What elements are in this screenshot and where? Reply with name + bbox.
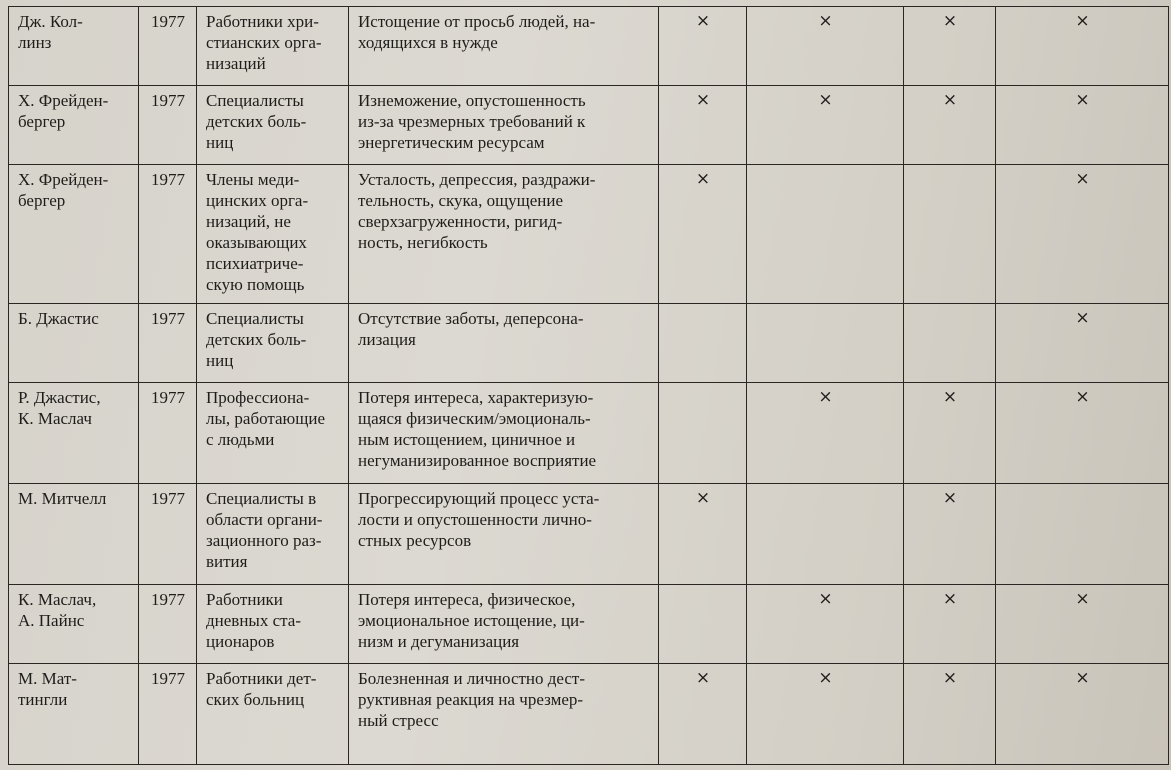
mark-cell <box>996 7 1169 86</box>
mark-cell <box>659 304 747 383</box>
year-cell: 1977 <box>139 165 197 304</box>
burnout-definitions-table <box>8 6 1169 765</box>
group-cell: Работники дет- ских больниц <box>197 664 349 765</box>
author-cell: Х. Фрейден- бергер <box>9 165 139 304</box>
description-cell: Отсутствие заботы, деперсона- лизация <box>349 304 659 383</box>
mark-cell <box>747 383 904 484</box>
table-row <box>9 165 1169 304</box>
cross-mark: × <box>818 668 833 688</box>
group-cell: Профессиона- лы, работающие с людьми <box>197 383 349 484</box>
table-row <box>9 383 1169 484</box>
year-cell: 1977 <box>139 7 197 86</box>
cross-mark: × <box>942 668 958 688</box>
year-cell: 1977 <box>139 585 197 664</box>
author-cell: Б. Джастис <box>9 304 139 383</box>
description-cell: Истощение от просьб людей, на- ходящихся в нужде <box>349 7 659 86</box>
table-row <box>9 484 1169 585</box>
mark-cell <box>747 664 904 765</box>
mark-cell <box>996 484 1169 585</box>
cross-mark: × <box>1075 387 1090 407</box>
year-cell: 1977 <box>139 304 197 383</box>
cross-mark: × <box>942 589 958 609</box>
mark-cell <box>659 664 747 765</box>
cross-mark: × <box>1075 668 1090 688</box>
cross-mark: × <box>695 90 711 110</box>
mark-cell <box>659 383 747 484</box>
mark-cell <box>659 7 747 86</box>
table-row <box>9 664 1169 765</box>
mark-cell <box>996 165 1169 304</box>
mark-cell <box>659 165 747 304</box>
group-cell: Специалисты в области органи- зационного раз- вития <box>197 484 349 585</box>
author-cell: Дж. Кол- линз <box>9 7 139 86</box>
mark-cell <box>659 585 747 664</box>
cross-mark: × <box>942 90 958 110</box>
description-cell: Усталость, депрессия, раздражи- тельность, скука, ощущение сверхзагруженности, ригид- ность, негибкость <box>349 165 659 304</box>
cross-mark: × <box>695 11 711 31</box>
group-cell: Специалисты детских боль- ниц <box>197 304 349 383</box>
group-cell: Специалисты детских боль- ниц <box>197 86 349 165</box>
year-cell: 1977 <box>139 484 197 585</box>
cross-mark: × <box>695 668 711 688</box>
cross-mark: × <box>695 488 711 508</box>
cross-mark: × <box>695 169 711 189</box>
mark-cell <box>904 383 996 484</box>
table-row <box>9 7 1169 86</box>
mark-cell <box>904 86 996 165</box>
table-row <box>9 585 1169 664</box>
cross-mark: × <box>818 90 833 110</box>
cross-mark: × <box>1075 589 1090 609</box>
group-cell: Члены меди- цинских орга- низаций, не оказывающих психиатриче- скую помощь <box>197 165 349 304</box>
mark-cell <box>996 383 1169 484</box>
mark-cell <box>904 484 996 585</box>
group-cell: Работники хри- стианских орга- низаций <box>197 7 349 86</box>
mark-cell <box>747 86 904 165</box>
cross-mark: × <box>1075 11 1090 31</box>
description-cell: Потеря интереса, физическое, эмоциональное истощение, ци- низм и дегуманизация <box>349 585 659 664</box>
cross-mark: × <box>818 387 833 407</box>
table-row <box>9 304 1169 383</box>
mark-cell <box>659 86 747 165</box>
mark-cell <box>747 7 904 86</box>
description-cell: Болезненная и личностно дест- руктивная реакция на чрезмер- ный стресс <box>349 664 659 765</box>
cross-mark: × <box>1075 308 1090 328</box>
cross-mark: × <box>942 488 958 508</box>
author-cell: К. Маслач, А. Пайнс <box>9 585 139 664</box>
year-cell: 1977 <box>139 86 197 165</box>
mark-cell <box>747 304 904 383</box>
cross-mark: × <box>1075 169 1090 189</box>
description-cell: Изнеможение, опустошенность из-за чрезмерных требований к энергетическим ресурсам <box>349 86 659 165</box>
mark-cell <box>747 484 904 585</box>
year-cell: 1977 <box>139 664 197 765</box>
mark-cell <box>904 7 996 86</box>
cross-mark: × <box>942 11 958 31</box>
description-cell: Потеря интереса, характеризую- щаяся физическим/эмоциональ- ным истощением, циничное и негуманизированное восприятие <box>349 383 659 484</box>
mark-cell <box>904 304 996 383</box>
mark-cell <box>747 585 904 664</box>
description-cell: Прогрессирующий процесс уста- лости и опустошенности лично- стных ресурсов <box>349 484 659 585</box>
author-cell: М. Митчелл <box>9 484 139 585</box>
mark-cell <box>996 86 1169 165</box>
mark-cell <box>747 165 904 304</box>
author-cell: Х. Фрейден- бергер <box>9 86 139 165</box>
table-row <box>9 86 1169 165</box>
mark-cell <box>996 585 1169 664</box>
mark-cell <box>659 484 747 585</box>
group-cell: Работники дневных ста- ционаров <box>197 585 349 664</box>
cross-mark: × <box>818 589 833 609</box>
author-cell: Р. Джастис, К. Маслач <box>9 383 139 484</box>
cross-mark: × <box>942 387 958 407</box>
mark-cell <box>996 664 1169 765</box>
mark-cell <box>904 165 996 304</box>
mark-cell <box>904 585 996 664</box>
author-cell: М. Мат- тингли <box>9 664 139 765</box>
cross-mark: × <box>818 11 833 31</box>
year-cell: 1977 <box>139 383 197 484</box>
mark-cell <box>996 304 1169 383</box>
cross-mark: × <box>1075 90 1090 110</box>
mark-cell <box>904 664 996 765</box>
